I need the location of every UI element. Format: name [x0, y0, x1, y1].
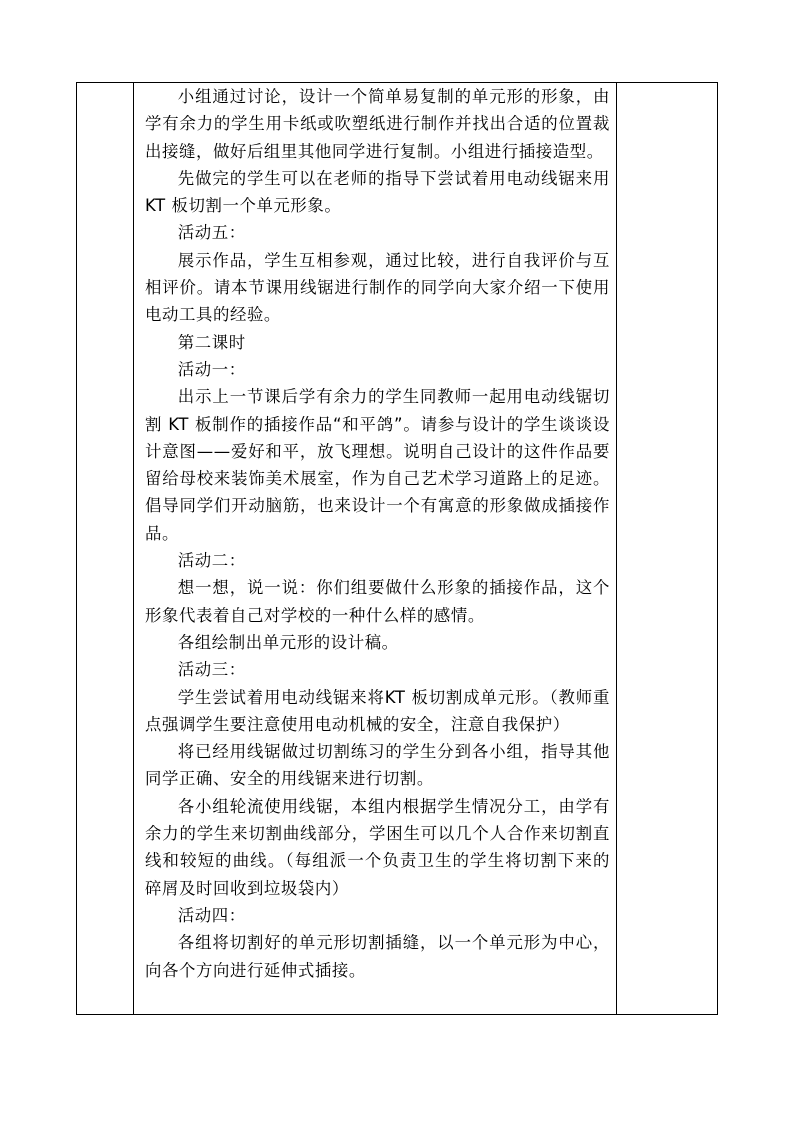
lesson-plan-table	[76, 82, 718, 1015]
heading-second-lesson: 第二课时	[177, 332, 246, 352]
paragraph: 先做完的学生可以在老师的指导下尝试着用电动线锯来用 KT 板切割一个单元形象。	[145, 168, 610, 216]
paragraph: 各小组轮流使用线锯，本组内根据学生情况分工，由学有余力的学生来切割曲线部分，学困生可以几个人合作来切割直线和较短的曲线。（每组派一个负责卫生的学生将切割下来的碎屑及时回收到垃圾袋内）	[145, 796, 610, 898]
paragraph: 各组将切割好的单元形切割插缝，以一个单元形为中心，向各个方向进行延伸式插接。	[145, 933, 610, 980]
heading-activity-5: 活动五：	[177, 223, 246, 243]
right-column-cell	[617, 83, 718, 1015]
left-column-cell	[77, 83, 134, 1015]
paragraph: 小组通过讨论，设计一个简单易复制的单元形的形象，由学有余力的学生用卡纸或吹塑纸进行制作并找出合适的位置裁出接缝，做好后组里其他同学进行复制。小组进行插接造型。	[145, 87, 610, 161]
paragraph: 展示作品，学生互相参观，通过比较，进行自我评价与互相评价。请本节课用线锯进行制作的同学向大家介绍一下使用电动工具的经验。	[145, 250, 610, 325]
activity-text	[134, 83, 616, 984]
heading-activity-4: 活动四：	[177, 905, 246, 925]
paragraph: 出示上一节课后学有余力的学生同教师一起用电动线锯切割 KT 板制作的插接作品“和平鸽”。请参与设计的学生谈谈设计意图——爱好和平，放飞理想。说明自己设计的这件作品要留给母校来装饰美术展室，作为自己艺术学习道路上的足迹。倡导同学们开动脑筋，也来设计一个有寓意的形象做成插接作品。	[145, 387, 610, 543]
paragraph: 学生尝试着用电动线锯来将KT 板切割成单元形。（教师重点强调学生要注意使用电动机械的安全，注意自我保护）	[145, 687, 610, 734]
heading-activity-3: 活动三：	[177, 660, 246, 680]
heading-activity-1: 活动一：	[177, 359, 246, 379]
paragraph: 各组绘制出单元形的设计稿。	[177, 632, 399, 652]
paragraph: 想一想，说一说：你们组要做什么形象的插接作品，这个形象代表着自己对学校的一种什么样的感情。	[145, 578, 610, 625]
heading-activity-2: 活动二：	[177, 551, 246, 571]
activity-content-cell	[134, 83, 617, 1015]
table-row	[77, 83, 718, 1015]
paragraph: 将已经用线锯做过切割练习的学生分到各小组，指导其他同学正确、安全的用线锯来进行切割。	[145, 742, 610, 789]
